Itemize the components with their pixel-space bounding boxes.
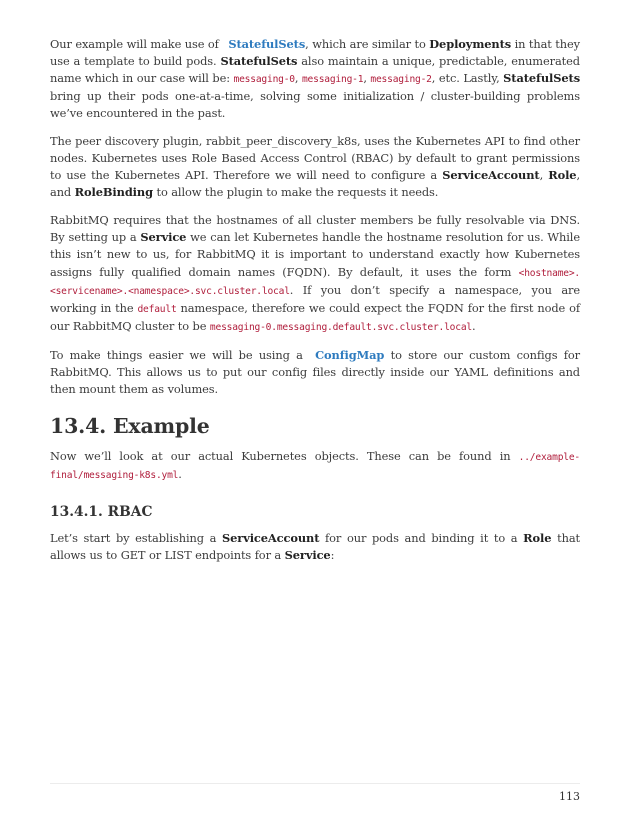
text: Let’s start by establishing a (50, 531, 223, 546)
text: to store our custom configs for RabbitMQ. This allows us to put our config files directly inside our YAML definitions and then mount them as volumes. (50, 348, 580, 397)
inline-code-path: ../example-final/messaging-k8s.yml (50, 452, 580, 482)
inline-code: <hostname>.<servicename>.<namespace>.svc.cluster.local (50, 267, 580, 297)
bold-term: RoleBinding (74, 185, 153, 199)
text: , etc. Lastly, (431, 71, 504, 85)
bold-term: StatefulSets (220, 54, 298, 68)
bold-term: StatefulSets (503, 71, 581, 85)
text: . (472, 319, 476, 334)
paragraph-objects (50, 448, 580, 484)
bold-term: Service (284, 548, 331, 563)
text: : (330, 548, 335, 563)
inline-code: default (137, 304, 177, 316)
footer-divider (50, 783, 580, 784)
text: in that they use a template to build pods. (50, 37, 581, 68)
section-heading-example: 13.4. Example (50, 414, 210, 439)
text: Now we’ll look at our actual Kubernetes objects. These can be found in (50, 449, 519, 464)
text: we can let Kubernetes handle the hostname resolution for us. While this isn’t new to us, for RabbitMQ it is important to understand exactly how Kubernetes assigns fully qualified domain names (FQDN). By default, it uses the form (50, 230, 580, 279)
text: To make things easier we will be using a (50, 348, 310, 363)
bold-term: Role (548, 168, 577, 182)
text: also maintain a unique, predictable, enumerated name which in our case will be: (50, 54, 580, 85)
text: , (363, 71, 371, 85)
text: namespace, therefore we could expect the FQDN for the first node of our RabbitMQ cluster to be (50, 301, 580, 334)
text: for our pods and binding it to a (319, 531, 524, 546)
text: , (294, 71, 302, 85)
text: , which are similar to (305, 37, 430, 51)
paragraph-fqdn (50, 212, 580, 336)
bold-term: ServiceAccount (442, 168, 540, 182)
subsection-heading-rbac: 13.4.1. RBAC (50, 504, 153, 521)
bold-term: Role (523, 531, 552, 546)
inline-code: messaging-0 (233, 74, 295, 85)
paragraph-peer-discovery (50, 133, 580, 201)
text: to allow the plugin to make the requests it needs. (152, 185, 439, 199)
inline-code: messaging-1 (301, 74, 364, 85)
text: , (539, 168, 549, 182)
statefulsets-link[interactable]: StatefulSets (228, 37, 306, 51)
bold-term: Deployments (429, 37, 512, 51)
paragraph-statefulsets (50, 36, 580, 122)
configmap-link[interactable]: ConfigMap (315, 348, 385, 363)
inline-code: messaging-2 (370, 74, 432, 85)
text: . If you don’t specify a namespace, you are working in the (50, 282, 580, 316)
text: The peer discovery plugin, rabbit_peer_discovery_k8s, uses the Kubernetes API to find other nodes. Kubernetes uses Role Based Access Control (RBAC) by default to grant permissions to use the Kubernetes API. Therefore we will need to configure a (50, 134, 580, 182)
paragraph-configmap (50, 347, 580, 398)
page-number: 113 (559, 790, 580, 803)
text: Our example will make use of (50, 37, 223, 51)
text: RabbitMQ requires that the hostnames of all cluster members be fully resolvable via DNS. By setting up a (50, 213, 580, 245)
text: that allows us to GET or LIST endpoints for a (50, 531, 580, 563)
text: bring up their pods one-at-a-time, solving some initialization / cluster-building problems we’ve encountered in the past. (50, 89, 580, 120)
bold-term: ServiceAccount (222, 531, 320, 546)
paragraph-rbac (50, 530, 580, 564)
inline-code: messaging-0.messaging.default.svc.cluster.local (209, 322, 472, 334)
page-content (50, 36, 580, 575)
bold-term: Service (140, 230, 187, 245)
text: , and (50, 168, 580, 199)
text: . (178, 467, 182, 482)
